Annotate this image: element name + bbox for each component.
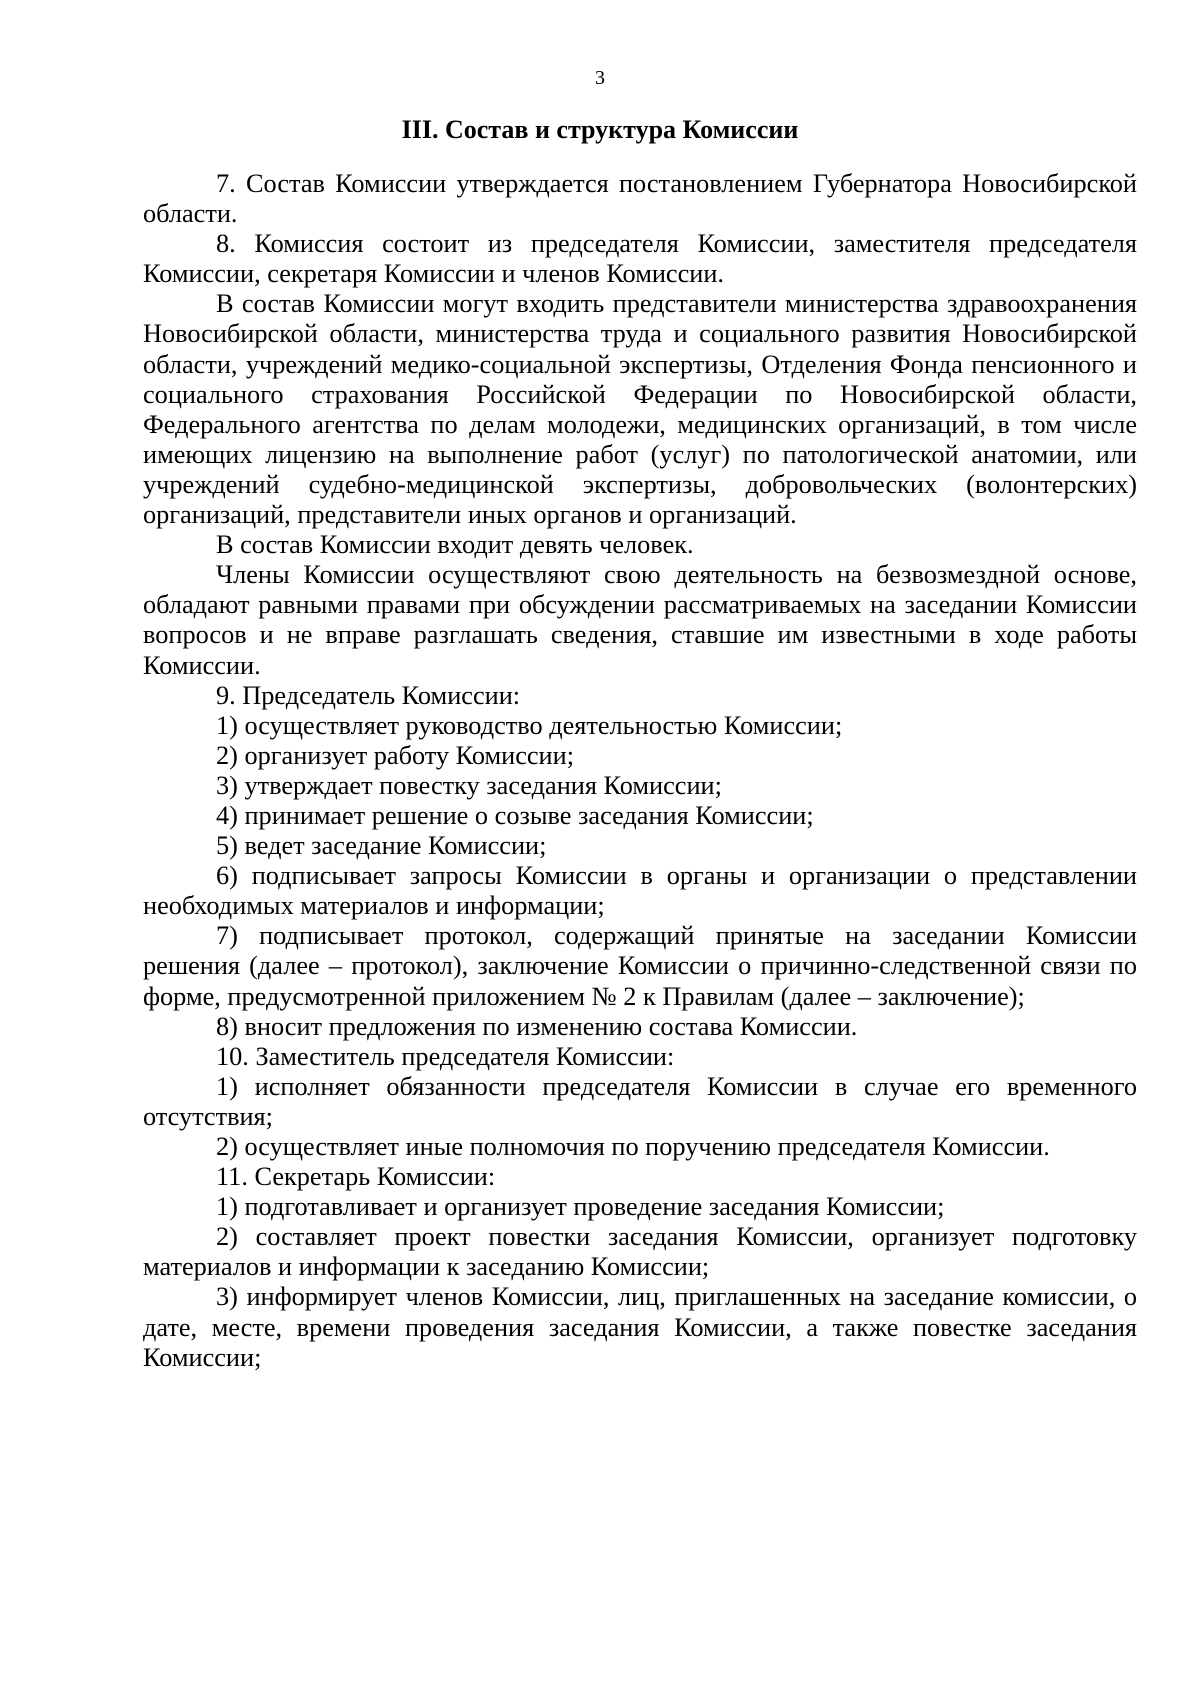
paragraph-7: 7. Состав Комиссии утверждается постановлением Губернатора Новосибирской области.	[143, 169, 1137, 229]
paragraph-11: 11. Секретарь Комиссии:	[216, 1162, 496, 1192]
page-number: 3	[595, 67, 605, 89]
paragraph-member-count: В состав Комиссии входит девять человек.	[216, 530, 694, 560]
section-title: III. Состав и структура Комиссии	[401, 115, 799, 144]
list-item: 5) ведет заседание Комиссии;	[216, 831, 547, 861]
list-item: 1) осуществляет руководство деятельностью Комиссии;	[216, 710, 843, 740]
paragraph-composition: В состав Комиссии могут входить представители министерства здравоохранения Новосибирской области, министерства труда и социального развития Новосибирской области, учреждений медико-социальной экспертизы, Отделения Фонда пенсионного и социального страхования Российской Федерации по Новосибирской области, Федерального агентства по делам молодежи, медицинских организаций, в том числе имеющих лицензию на выполнение работ (услуг) по патологической анатомии, или учреждений судебно-медицинской экспертизы, добровольческих (волонтерских) организаций, представители иных органов и организаций.	[143, 289, 1137, 530]
list-item: 4) принимает решение о созыве заседания Комиссии;	[216, 800, 814, 830]
list-item: 2) осуществляет иные полномочия по поручению председателя Комиссии.	[216, 1132, 1050, 1161]
paragraph-8: 8. Комиссия состоит из председателя Комиссии, заместителя председателя Комиссии, секретаря Комиссии и членов Комиссии.	[143, 229, 1137, 289]
paragraph-10: 10. Заместитель председателя Комиссии:	[216, 1041, 675, 1071]
list-item: 7) подписывает протокол, содержащий принятые на заседании Комиссии решения (далее – протокол), заключение Комиссии о причинно-следственной связи по форме, предусмотренной приложением № 2 к Правилам (далее – заключение);	[143, 921, 1137, 1011]
list-item: 2) организует работу Комиссии;	[216, 740, 575, 770]
list-item: 3) утверждает повестку заседания Комиссии;	[216, 770, 722, 800]
list-item: 3) информирует членов Комиссии, лиц, приглашенных на заседание комиссии, о дате, месте, времени проведения заседания Комиссии, а также повестке заседания Комиссии;	[143, 1282, 1137, 1372]
paragraph-members: Члены Комиссии осуществляют свою деятельность на безвозмездной основе, обладают равными правами при обсуждении рассматриваемых на заседании Комиссии вопросов и не вправе разглашать сведения, ставшие им известными в ходе работы Комиссии.	[143, 560, 1137, 680]
paragraph-9: 9. Председатель Комиссии:	[216, 680, 521, 710]
list-item: 2) составляет проект повестки заседания Комиссии, организует подготовку материалов и информации к заседанию Комиссии;	[143, 1222, 1137, 1282]
list-item: 8) вносит предложения по изменению состава Комиссии.	[216, 1011, 858, 1041]
list-item: 6) подписывает запросы Комиссии в органы и организации о представлении необходимых материалов и информации;	[143, 861, 1137, 921]
list-item: 1) исполняет обязанности председателя Комиссии в случае его временного отсутствия;	[143, 1071, 1137, 1131]
list-item: 1) подготавливает и организует проведение заседания Комиссии;	[216, 1192, 945, 1222]
document-body	[143, 169, 1137, 1373]
